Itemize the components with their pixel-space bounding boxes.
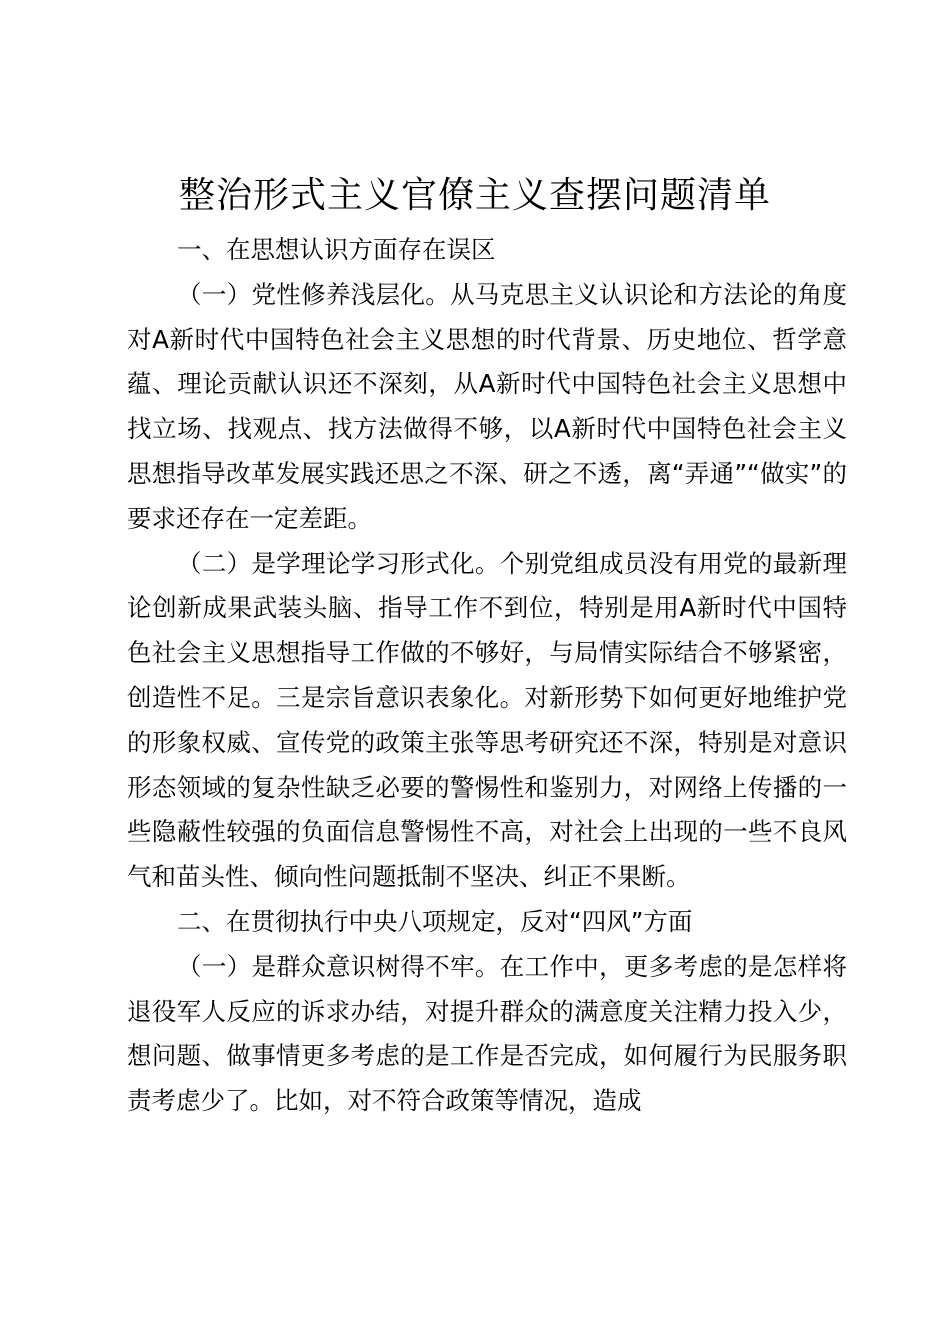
section-heading: 二、在贯彻执行中央八项规定，反对“四风”方面 xyxy=(177,906,693,936)
section-heading: 一、在思想认识方面存在误区 xyxy=(177,235,496,264)
paragraph: （二）是学理论学习形式化。个别党组成员没有用党的最新理论创新成果武装头脑、指导工作不到位，特别是用A新时代中国特色社会主义思想指导工作做的不够好，与局情实际结合不够紧密，创造性不足。三是宗旨意识表象化。对新形势下如何更好地维护党的形象权威、宣传党的政策主张等思考研究还不深，特别是对意识形态领域的复杂性缺乏必要的警惕性和鉴别力，对网络上传播的一些隐蔽性较强的负面信息警惕性不高，对社会上出现的一些不良风气和苗头性、倾向性问题抵制不坚决、纠正不果断。 xyxy=(127,548,847,892)
paragraph: （一）是群众意识树得不牢。在工作中，更多考虑的是怎样将退役军人反应的诉求办结，对提升群众的满意度关注精力投入少，想问题、做事情更多考虑的是工作是否完成，如何履行为民服务职责考虑少了。比如，对不符合政策等情况，造成 xyxy=(127,951,847,1116)
document-body xyxy=(127,228,847,1124)
document-title: 整治形式主义官僚主义查摆问题清单 xyxy=(178,175,771,216)
paragraph: （一）党性修养浅层化。从马克思主义认识论和方法论的角度对A新时代中国特色社会主义思想的时代背景、历史地位、哲学意蕴、理论贡献认识还不深刻，从A新时代中国特色社会主义思想中找立场、找观点、找方法做得不够，以A新时代中国特色社会主义思想指导改革发展实践还思之不深、研之不透，离“弄通”“做实”的要求还存在一定差距。 xyxy=(127,279,847,533)
